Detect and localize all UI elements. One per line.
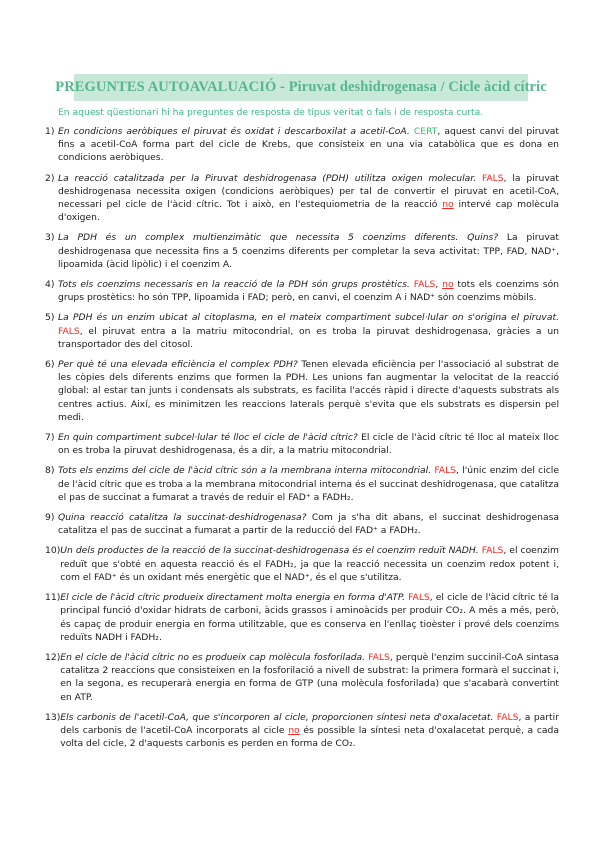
- question-item: [45, 231, 559, 271]
- question-item: [45, 511, 559, 537]
- text-segment: La PDH és un complex multienzimàtic que necessita 5 coenzims diferents. Quins?: [58, 232, 507, 244]
- question-item: [45, 711, 559, 751]
- question-item: [45, 651, 559, 704]
- text-segment: Per què té una elevada eficiència el complex PDH?: [58, 359, 302, 371]
- text-segment: , l'únic enzim del cicle de l'àcid cítric que es troba a la membrana mitocondrial interna és el succinat deshidrogenasa, que catalitza el pas de succinat a fumarat a través de reduir el FAD⁺ a FADH₂.: [58, 465, 559, 503]
- verdict-fals: FALS: [481, 545, 504, 557]
- question-number: 5): [45, 312, 55, 324]
- question-item: [45, 431, 559, 457]
- emphasis-no: no: [442, 199, 454, 211]
- text-segment: Tenen elevada eficiència per l'associació al substrat de les còpies dels diferents enzims que formen la PDH. Les unions fan augmentar la velocitat de la reacció global: al estar tan junts i condensats als substrats, es facilita l'accés ràpid i directe d'aquests substrats als centres actius. Així, es minimitzen les reaccions laterals perquè s'evita que els substrats es dispersin pel medi.: [58, 359, 559, 423]
- question-item: [45, 278, 559, 304]
- question-item: [45, 358, 559, 424]
- question-number: 2): [45, 172, 55, 184]
- text-segment: , la piruvat deshidrogenasa necessita oxigen (condicions aeròbiques) per tal de convertir el piruvat en acetil-CoA, necessari pel cicle de l'àcid cítric. Tot i això, en l'estequiometria de la reacció: [58, 172, 559, 211]
- text-segment: En quin compartiment subcel·lular té lloc el cicle de l'àcid cítric?: [58, 432, 362, 444]
- question-number: 4): [45, 279, 55, 291]
- text-segment: En el cicle de l'àcid cítric no es produeix cap molècula fosforilada.: [60, 651, 369, 663]
- question-text: [60, 591, 559, 644]
- emphasis-no: no: [442, 279, 454, 291]
- text-segment: , aquest canvi del piruvat fins a acetil-CoA forma part del cicle de Krebs, que consisteix en una via catabòlica que es dona en condicions aeròbiques.: [58, 126, 559, 164]
- question-item: [45, 544, 559, 584]
- question-text: [58, 511, 559, 537]
- verdict-fals: FALS: [413, 279, 436, 291]
- verdict-fals: FALS: [408, 592, 430, 604]
- question-number: 11): [45, 592, 61, 604]
- question-text: [60, 711, 559, 751]
- question-item: [45, 311, 559, 351]
- question-number: 12): [45, 651, 61, 663]
- question-number: 3): [45, 232, 55, 244]
- text-segment: El cicle de l'àcid cítric produeix directament molta energia en forma d'ATP.: [60, 592, 409, 604]
- question-text: [58, 464, 559, 504]
- text-segment: , el piruvat entra a la matriu mitocondrial, on es troba la piruvat deshidrogenasa, gràcies a un transportador des del citosol.: [58, 325, 559, 350]
- text-segment: En condicions aeròbiques el piruvat és oxidat i descarboxilat a acetil-CoA.: [58, 126, 414, 137]
- text-segment: intervé cap molècula d'oxigen.: [58, 199, 559, 224]
- question-number: 7): [45, 432, 55, 444]
- question-text: [58, 431, 559, 457]
- text-segment: tots els coenzims són grups prostètics: ho són TPP, lipoamida i FAD; però, en canvi, el coenzim A i NAD⁺ són coenzims mòbils.: [58, 279, 560, 304]
- text-segment: Tots els enzims del cicle de l'àcid cítric són a la membrana interna mitocondrial.: [58, 465, 435, 477]
- question-number: 8): [45, 465, 55, 477]
- emphasis-no: no: [288, 724, 300, 736]
- verdict-cert: CERT: [413, 126, 438, 137]
- question-number: 13): [45, 711, 61, 723]
- verdict-fals: FALS: [368, 651, 390, 663]
- text-segment: ,: [435, 279, 443, 291]
- question-item: [45, 172, 559, 225]
- question-text: [60, 544, 559, 584]
- question-text: [58, 278, 559, 304]
- question-text: [58, 125, 559, 165]
- question-number: 1): [45, 126, 55, 137]
- intro-text: En aquest qüestionari hi ha preguntes de resposta de tipus veritat o fals i de resposta curta.: [58, 107, 484, 118]
- text-segment: La piruvat deshidrogenasa que necessita fins a 5 coenzims diferents per completar la seva activitat: TPP, FAD, NAD⁺, lipoamida (àcid lipòlic) i el coenzim A.: [58, 232, 559, 270]
- question-list: [45, 125, 559, 757]
- verdict-fals: FALS: [496, 711, 519, 723]
- text-segment: Com ja s'ha dit abans, el succinat deshidrogenasa catalitza el pas de succinat a fumarat a partir de la reducció del FAD⁺ a FADH₂.: [58, 512, 559, 537]
- text-segment: El cicle de l'àcid cítric té lloc al mateix lloc on es troba la piruvat deshidrogenasa, és a dir, a la matriu mitocondrial.: [58, 432, 559, 457]
- question-item: [45, 125, 559, 165]
- question-item: [45, 464, 559, 504]
- question-text: [58, 172, 559, 225]
- question-number: 6): [45, 359, 55, 371]
- text-segment: Quina reacció catalitza la succinat-deshidrogenasa?: [58, 512, 312, 524]
- verdict-fals: FALS: [58, 325, 80, 337]
- verdict-fals: FALS: [481, 172, 504, 184]
- text-segment: Tots els coenzims necessaris en la reacció de la PDH són grups prostètics.: [58, 279, 414, 291]
- verdict-fals: FALS: [434, 465, 457, 477]
- text-segment: La PDH és un enzim ubicat al citoplasma, en el mateix compartiment subcel·lular on s'origina el piruvat.: [58, 312, 559, 324]
- question-text: [58, 358, 559, 424]
- text-segment: és possible la síntesi neta d'oxalacetat perquè, a cada volta del cicle, 2 d'aquests carbonis es perden en forma de CO₂.: [60, 724, 559, 750]
- question-text: [58, 231, 559, 271]
- question-text: [60, 651, 559, 704]
- text-segment: , a partir dels carbonis de l'acetil-CoA incorporats al cicle: [60, 711, 559, 736]
- text-segment: La reacció catalitzada per la Piruvat deshidrogenasa (PDH) utilitza oxigen molecular.: [58, 172, 482, 184]
- question-number: 9): [45, 512, 55, 524]
- question-text: [58, 311, 559, 351]
- text-segment: , el coenzim reduït que s'obté en aquesta reacció és el FADH₂, ja que la reacció necessita un coenzim redox potent i, com el FAD⁺ és un oxidant més energètic que el NAD⁺, és el que s'utilitza.: [60, 545, 559, 583]
- question-item: [45, 591, 559, 644]
- text-segment: , el cicle de l'àcid cítric té la principal funció d'oxidar hidrats de carboni, àcids grassos i aminoàcids per produir CO₂. A més a més, però, és capaç de produir energia en forma utilitzable, que es conserva en l'enllaç tioèster i prové dels coenzims reduïts NADH i FADH₂.: [60, 592, 559, 643]
- text-segment: Els carbonis de l'acetil-CoA, que s'incorporen al cicle, proporcionen síntesi neta d'oxalacetat.: [60, 711, 497, 723]
- text-segment: , perquè l'enzim succinil-CoA sintasa catalitza 2 reaccions que consisteixen en la fosforilació a nivell de substrat: la primera formarà el succinat i, en la segona, es recuperarà energia en forma de GTP (una molècula fosforilada) que s'acabarà convertint en ATP.: [60, 651, 560, 703]
- text-segment: Un dels productes de la reacció de la succinat-deshidrogenasa és el coenzim reduït NADH.: [60, 545, 482, 557]
- question-number: 10): [45, 545, 61, 557]
- page-title: PREGUNTES AUTOAVALUACIÓ - Piruvat deshidrogenasa / Cicle àcid cítric: [55, 79, 547, 95]
- title-banner: [55, 74, 547, 101]
